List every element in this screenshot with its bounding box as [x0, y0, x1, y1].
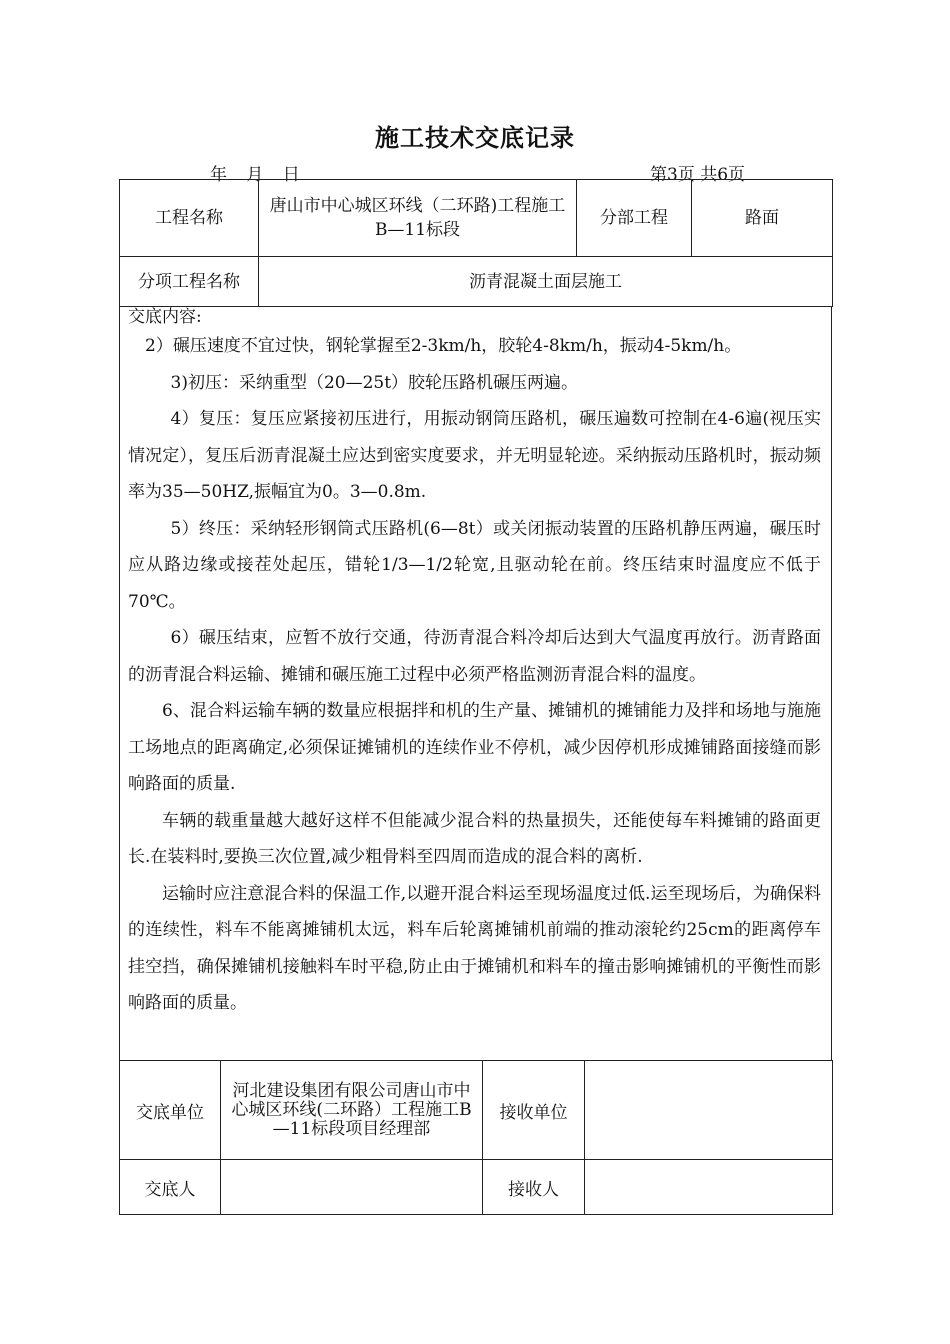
issuer-value [221, 1160, 483, 1215]
content-paragraph: 6）碾压结束，应暂不放行交通，待沥青混合料冷却后达到大气温度再放行。沥青路面的沥青混合料运输、摊铺和碾压施工过程中必须严格监测沥青混合料的温度。 [128, 628, 821, 685]
issuer-unit-value: 河北建设集团有限公司唐山市中心城区环线(二环路）工程施工B—11标段项目经理部 [221, 1061, 483, 1160]
division-label: 分部工程 [577, 180, 692, 257]
content-paragraph: 运输时应注意混合料的保温工作,以避开混合料运至现场温度过低.运至现场后，为确保料的连续性，料车不能离摊铺机太远，料车后轮离摊铺机前端的推动滚轮约25cm的距离停车挂空挡，确保摊铺机接触料车时平稳,防止由于摊铺机和料车的撞击影响摊铺机的平衡性而影响路面的质量。 [128, 883, 821, 1013]
subitem-label: 分项工程名称 [120, 257, 259, 307]
receiver-unit-value [585, 1061, 833, 1160]
issuer-unit-label: 交底单位 [120, 1061, 221, 1160]
header-table [119, 179, 833, 307]
content-paragraph: 4）复压：复压应紧接初压进行，用振动钢筒压路机，碾压遍数可控制在4-6遍(视压实情况定），复压后沥青混凝土应达到密实度要求，并无明显轮迹。采纳振动压路机时，振动频率为35—50HZ,振幅宜为0。3—0.8m. [128, 409, 821, 502]
page-info: 第3页 共6页 [650, 165, 746, 185]
document-title: 施工技术交底记录 [375, 123, 575, 152]
content-paragraph: 5）终压：采纳轻形钢筒式压路机(6—8t）或关闭振动装置的压路机静压两遍，碾压时应从路边缘或接茬处起压，错轮1/3—1/2轮宽,且驱动轮在前。终压结束时温度应不低于70℃。 [128, 518, 821, 612]
date-line: 年 月 日 [210, 165, 300, 185]
subitem-row [120, 257, 833, 307]
subitem-value: 沥青混凝土面层施工 [259, 257, 833, 307]
project-row [120, 180, 833, 257]
receiver-unit-label: 接收单位 [483, 1061, 585, 1160]
disclosure-content [119, 306, 832, 1060]
receiver-value [585, 1160, 833, 1215]
project-name-label: 工程名称 [120, 180, 259, 257]
unit-row [120, 1061, 833, 1160]
project-name-value: 唐山市中心城区环线（二环路)工程施工B—11标段 [259, 180, 577, 257]
person-row [120, 1160, 833, 1215]
content-paragraph: 车辆的载重量越大越好这样不但能减少混合料的热量损失，还能使每车料摊铺的路面更长.在装料时,要换三次位置,减少粗骨料至四周而造成的混合料的离析. [128, 810, 821, 867]
content-heading: 交底内容: [128, 307, 202, 327]
content-paragraph: 2）碾压速度不宜过快，钢轮掌握至2-3km/h，胶轮4-8km/h，振动4-5km/h。 [145, 336, 742, 356]
signature-table [119, 1060, 833, 1215]
content-paragraph: 3)初压：采纳重型（20—25t）胶轮压路机碾压两遍。 [170, 372, 579, 393]
issuer-label: 交底人 [120, 1160, 221, 1215]
division-value: 路面 [692, 180, 833, 257]
content-paragraph: 6、混合料运输车辆的数量应根据拌和机的生产量、摊铺机的摊铺能力及拌和场地与施施工场地点的距离确定,必须保证摊铺机的连续作业不停机，减少因停机形成摊铺路面接缝而影响路面的质量. [128, 701, 821, 794]
receiver-label: 接收人 [483, 1160, 585, 1215]
